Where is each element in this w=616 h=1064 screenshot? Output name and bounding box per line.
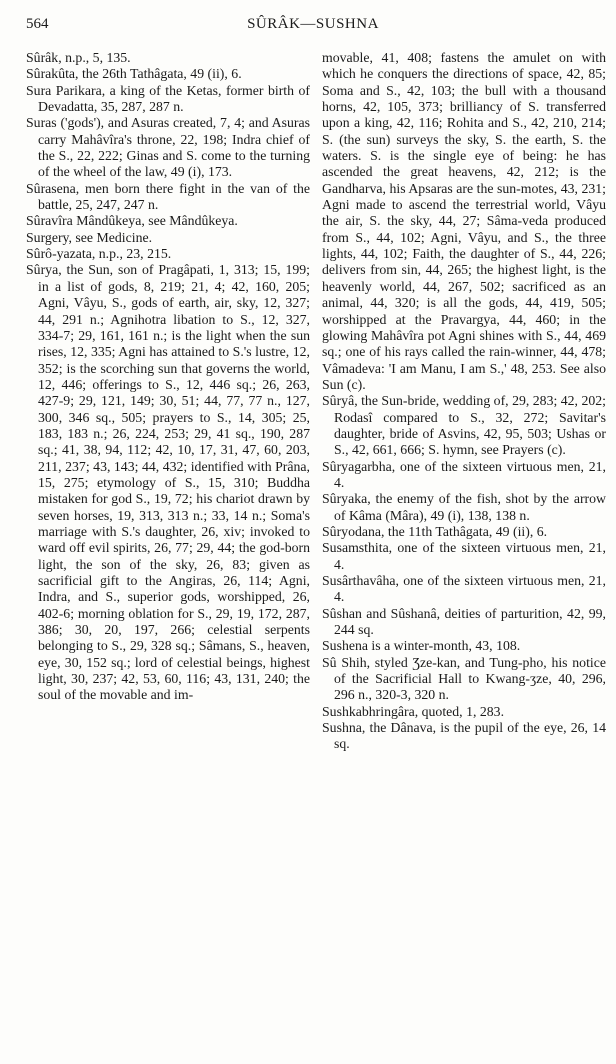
index-entry: Sûrasena, men born there fight in the van of the battle, 25, 247, 247 n. [26,180,310,213]
index-entry: Sûravîra Mândûkeya, see Mândûkeya. [26,213,238,229]
index-entry: Suras ('gods'), and Asuras created, 7, 4; and Asuras carry Mahâvîra's throne, 22, 198; Indra chief of the S., 22, 222; Ginas and S. come to the turning of the wheel of the law, 49 (i), 173. [26,115,310,180]
running-title: SÛRÂK—SUSHNA [247,16,379,32]
index-entry: Sushna, the Dânava, is the pupil of the eye, 26, 14 sq. [322,720,606,752]
index-entry: Sura Parikara, a king of the Ketas, former birth of Devadatta, 35, 287, 287 n. [26,82,310,115]
index-entry-continued: movable, 41, 408; fastens the amulet on with which he conquers the directions of space, 42, 85; Soma and S., 42, 103; the bull with a thousand horns, 42, 105, 373; brilliancy of S. transferred upon a king, 42, 116; Rohita and S., 42, 210, 214; S. (the sun) surveys the sky, S. the earth, S. the waters. S. is the single eye of being: he has ascended the great heavens, 42, 212; is the Gandharva, his Apsaras are the sun-motes, 43, 231; Agni made to ascend the terrestrial world, Vâyu the air, S. the sky, 44, 27; Sâma-veda produced from S., 44, 102; Agni, Vâyu, and S., the three lights, 44, 102; Faith, the daughter of S., 44, 226; delivers from sin, 44, 265; the highest light, is the heavenly world, 44, 267, 502; sacrificed as an animal, 44, 320; is all the gods, 44, 419, 505; worshipped at the Pravargya, 44, 460; in the glowing Mahâvîra pot Agni shines with S., 44, 469 sq.; one of his rays called the rain-winner, 44, 478; Vâmadeva: 'I am Manu, I am S.,' 48, 253. See also Sun (c). [322,50,606,392]
index-entry: Sûryodana, the 11th Tathâgata, 49 (ii), 6. [322,523,548,539]
index-entry: Sûshan and Sûshanâ, deities of parturition, 42, 99, 244 sq. [322,605,606,638]
index-entry: Susârthavâha, one of the sixteen virtuous men, 21, 4. [322,573,606,605]
page-header [26,16,600,38]
index-entry: Surgery, see Medicine. [26,229,153,245]
index-entry: Sûryagarbha, one of the sixteen virtuous men, 21, 4. [322,458,606,490]
index-entry: Sûryaka, the enemy of the fish, shot by the arrow of Kâma (Mâra), 49 (i), 138, 138 n. [322,491,606,523]
index-entry: Sûrya, the Sun, son of Pragâpati, 1, 313; 15, 199; in a list of gods, 8, 219; 21, 4; 42, 160, 205; Agni, Vâyu, S., gods of earth, air, sky, 12, 327; 44, 291 n.; Agnihotra libation to S., 12, 327, 334-7; 29, 161, 161 n.; is the light when the sun rises, 12, 335; Agni has attained to S.'s lustre, 12, 352; is the scorching sun that governs the world, 12, 446; offerings to S., 12, 446 sq.; 26, 263, 427-9; 29, 121, 149; 30, 51; 44, 77, 77 n., 127, 300, 346 sq., 505; prayers to S., 14, 305; 25, 183, 183 n.; 26, 224, 253; 29, 41 sq., 190, 287 sq.; 41, 38, 94, 112; 42, 10, 17, 31, 47, 60, 203, 211, 237; 43, 143; 44, 432; identified with Prâna, 15, 275; etymology of S., 15, 310; Buddha mistaken for god S., 19, 72; his chariot drawn by seven horses, 19, 313, 313 n.; 33, 14 n.; Soma's marriage with S.'s daughter, 26, xiv; invoked to ward off evil spirits, 26, 77; 29, 44; the god-born light, the son of the sky, 26, 83; given as sacrificial gift to the Angiras, 26, 114; Agni, Indra, and S., superior gods, worshipped, 26, 402-6; morning oblation for S., 29, 19, 172, 287, 386; 30, 20, 197, 266; celestial serpents belonging to S., 29, 328 sq.; Sâmans, S., heaven, eye, 30, 152 sq.; lord of celestial beings, highest light, 30, 237; 42, 53, 60, 116; 43, 131, 240; the soul of the movable and im- [26,262,310,703]
index-entry: Sûrâk, n.p., 5, 135. [26,50,131,65]
right-column [322,50,606,753]
index-entry: Sûrakûta, the 26th Tathâgata, 49 (ii), 6. [26,66,242,82]
index-entry: Susamsthita, one of the sixteen virtuous men, 21, 4. [322,540,606,572]
index-entry: Sûrô-yazata, n.p., 23, 215. [26,246,172,262]
index-entry: Sû Shih, styled Ʒze-kan, and Tung-pho, his notice of the Sacrificial Hall to Kwang-ʒze, 40, 296, 296 n., 320-3, 320 n. [322,654,606,703]
index-entry: Sushena is a winter-month, 43, 108. [322,638,521,654]
left-column [26,50,310,704]
index-entry: Sûryâ, the Sun-bride, wedding of, 29, 283; 42, 202; Rodasî compared to S., 32, 272; Savitar's daughter, bride of Asvins, 42, 95, 503; Ushas or S., 42, 661, 666; S. hymn, see Prayers (c). [322,393,606,458]
index-entry: Sushkabhringâra, quoted, 1, 283. [322,703,505,719]
page-number: 564 [26,16,49,32]
